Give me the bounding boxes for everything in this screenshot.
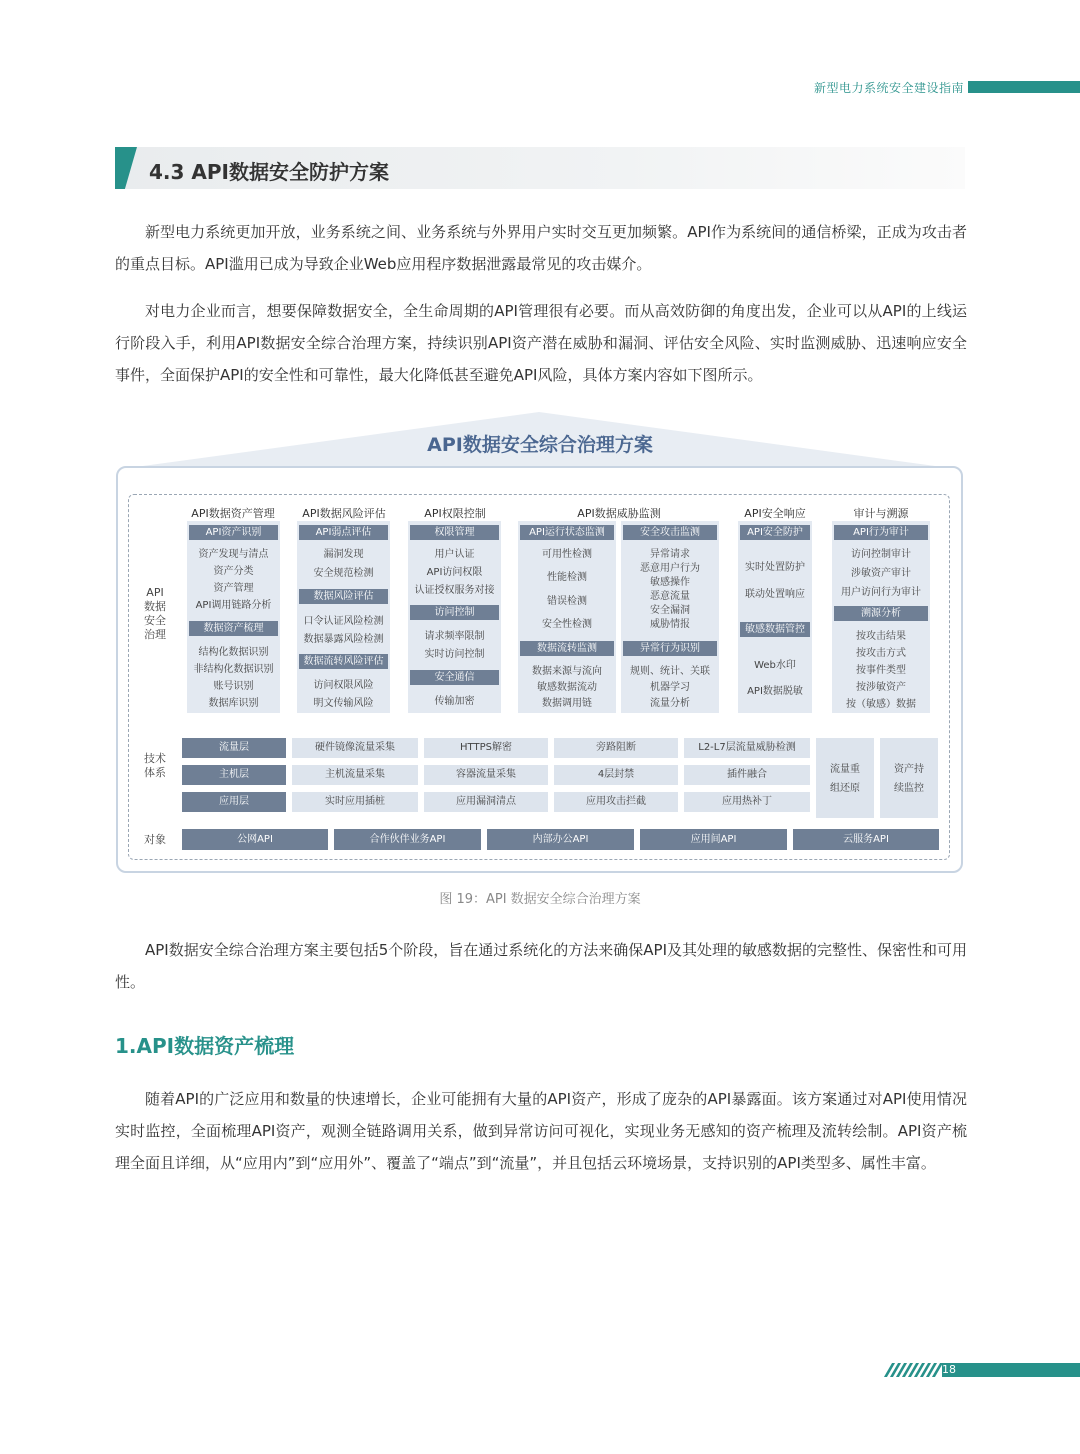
sub-item: 漏洞发现 bbox=[323, 549, 364, 560]
sub-item: 异常请求 bbox=[650, 549, 690, 560]
tech-cell: L2-L7层流量威胁检测 bbox=[684, 738, 810, 758]
sub-item: 流量分析 bbox=[650, 698, 690, 709]
sub-item: 数据调用链 bbox=[542, 698, 592, 709]
sub-item: 可用性检测 bbox=[542, 549, 592, 560]
sub-item: 恶意用户行为 bbox=[640, 563, 700, 574]
sub-head: 访问控制 bbox=[410, 605, 499, 620]
sub-item: 资产发现与清点 bbox=[198, 549, 269, 560]
sub-item: 传输加密 bbox=[434, 696, 475, 707]
tech-cell: HTTPS解密 bbox=[424, 738, 548, 758]
sub-head: 异常行为识别 bbox=[623, 641, 717, 656]
tech-cell: 插件融合 bbox=[684, 765, 810, 785]
paragraph-summary: API数据安全综合治理方案主要包括5个阶段，旨在通过系统化的方法来确保API及其处理的敏感数据的完整性、保密性和可用性。 bbox=[115, 941, 968, 991]
tech-cell: 硬件镜像流量采集 bbox=[292, 738, 418, 758]
footer-stripes bbox=[888, 1363, 942, 1377]
object-bar: 云服务API bbox=[793, 829, 939, 850]
sub-head: 溯源分析 bbox=[834, 606, 928, 621]
sub-head: 数据流转监测 bbox=[520, 641, 614, 656]
row-label-governance bbox=[138, 586, 172, 642]
sub-item: 按事件类型 bbox=[856, 665, 906, 676]
sub-item: 访问控制审计 bbox=[851, 549, 911, 560]
sub-item: API调用链路分析 bbox=[195, 600, 272, 611]
sub-head: 敏感数据管控 bbox=[740, 622, 810, 637]
sub-item: 联动处置响应 bbox=[745, 589, 805, 600]
sub-head: API资产识别 bbox=[189, 525, 278, 540]
tech-layer: 流量层 bbox=[182, 738, 286, 758]
sub-item: 按涉敏资产 bbox=[856, 682, 906, 693]
object-bar: 公网API bbox=[182, 829, 328, 850]
sub-item: 数据来源与流向 bbox=[532, 666, 602, 677]
sub-item: 威胁情报 bbox=[650, 619, 690, 630]
sub-item: 安全漏洞 bbox=[650, 605, 690, 616]
tech-cell: 主机流量采集 bbox=[292, 765, 418, 785]
object-bar: 应用间API bbox=[640, 829, 787, 850]
sub-item: 实时访问控制 bbox=[424, 649, 485, 660]
sub-item: API数据脱敏 bbox=[747, 686, 803, 697]
sub-item: Web水印 bbox=[754, 660, 796, 671]
sub-item: 按攻击结果 bbox=[856, 631, 906, 642]
tech-cell: 旁路阻断 bbox=[554, 738, 678, 758]
sub-head: 安全攻击监测 bbox=[623, 525, 717, 540]
section-title-band bbox=[115, 147, 965, 189]
sub-item: 数据库识别 bbox=[208, 698, 259, 709]
row-label-objects-text: 对象 bbox=[144, 833, 166, 846]
sub-item: 按攻击方式 bbox=[856, 648, 906, 659]
subsection-title: 1.API数据资产梳理 bbox=[115, 1034, 295, 1058]
row-label-tech bbox=[138, 752, 172, 780]
sub-item: 结构化数据识别 bbox=[198, 647, 269, 658]
tech-cell: 应用热补丁 bbox=[684, 792, 810, 812]
sub-item: 用户认证 bbox=[434, 549, 475, 560]
sub-item: 安全规范检测 bbox=[313, 568, 374, 579]
sub-item: 按（敏感）数据 bbox=[846, 699, 916, 710]
tech-side-line: 流量重 bbox=[830, 764, 860, 775]
sub-head: API弱点评估 bbox=[299, 525, 388, 540]
tech-cell: 4层封禁 bbox=[554, 765, 678, 785]
tech-side-line: 续监控 bbox=[894, 783, 924, 794]
paragraph-asset-review: 随着API的广泛应用和数量的快速增长，企业可能拥有大量的API资产，形成了庞杂的API暴露面。该方案通过对API使用情况实时监控，全面梳理API资产，观测全链路调用关系，做到异常访问可视化，实现业务无感知的资产梳理及流转绘制。API资产梳理全面且详细，从“应用内”到“应用外”、覆盖了“端点”到“流量”，并且包括云环境场景，支持识别的API类型多、属性丰富。 bbox=[115, 1090, 967, 1172]
sub-item: 非结构化数据识别 bbox=[193, 664, 274, 675]
row-label-governance-text: API 数据 安全 治理 bbox=[144, 586, 166, 641]
figure-title: API数据安全综合治理方案 bbox=[427, 434, 653, 456]
sub-head: 数据风险评估 bbox=[299, 589, 388, 604]
column-head: API数据资产管理 bbox=[191, 507, 275, 520]
running-header-bar bbox=[968, 81, 1080, 93]
tech-cell: 实时应用插桩 bbox=[292, 792, 418, 812]
sub-item: 数据暴露风险检测 bbox=[303, 634, 384, 645]
page-number: 18 bbox=[942, 1363, 956, 1376]
object-bar: 合作伙伴业务API bbox=[334, 829, 481, 850]
tech-layer: 应用层 bbox=[182, 792, 286, 812]
section-title: 4.3 API数据安全防护方案 bbox=[149, 160, 389, 184]
sub-head: 安全通信 bbox=[410, 670, 499, 685]
sub-item: 安全性检测 bbox=[542, 619, 592, 630]
sub-item: 资产分类 bbox=[213, 566, 254, 577]
paragraph-intro: 新型电力系统更加开放，业务系统之间、业务系统与外界用户实时交互更加频繁。API作为系统间的通信桥梁，正成为攻击者的重点目标。API滥用已成为导致企业Web应用程序数据泄露最常见的攻击媒介。 bbox=[115, 223, 967, 273]
sub-item: 请求频率限制 bbox=[424, 631, 485, 642]
sub-head: 数据资产梳理 bbox=[189, 621, 278, 636]
sub-item: 口令认证风险检测 bbox=[303, 616, 384, 627]
sub-item: 实时处置防护 bbox=[745, 562, 805, 573]
running-header bbox=[814, 80, 1080, 94]
column-head: API权限控制 bbox=[424, 507, 486, 520]
footer-bar bbox=[942, 1363, 1080, 1377]
sub-item: 敏感操作 bbox=[650, 577, 690, 588]
column-head: API安全响应 bbox=[744, 507, 806, 520]
sub-item: 性能检测 bbox=[547, 572, 587, 583]
row-label-objects bbox=[138, 833, 172, 847]
sub-item: 规则、统计、关联 bbox=[630, 666, 710, 677]
sub-head: API安全防护 bbox=[740, 525, 810, 540]
sub-item: 机器学习 bbox=[650, 682, 690, 693]
tech-side-line: 资产持 bbox=[894, 764, 924, 775]
sub-head: API行为审计 bbox=[834, 525, 928, 540]
sub-item: 访问权限风险 bbox=[313, 680, 374, 691]
sub-item: 资产管理 bbox=[213, 583, 254, 594]
sub-head: 权限管理 bbox=[410, 525, 499, 540]
sub-item: 涉敏资产审计 bbox=[851, 568, 911, 579]
column-head: API数据威胁监测 bbox=[577, 507, 661, 520]
running-header-title: 新型电力系统安全建设指南 bbox=[813, 80, 964, 95]
tech-side-line: 组还原 bbox=[830, 783, 860, 794]
tech-cell: 应用攻击拦截 bbox=[554, 792, 678, 812]
sub-head: 数据流转风险评估 bbox=[299, 654, 388, 669]
column-head: API数据风险评估 bbox=[302, 507, 386, 520]
sub-item: 账号识别 bbox=[213, 681, 254, 692]
sub-item: API访问权限 bbox=[426, 567, 483, 578]
figure-caption: 图 19：API 数据安全综合治理方案 bbox=[439, 892, 641, 907]
tech-side-cell bbox=[816, 738, 874, 818]
object-bar: 内部办公API bbox=[487, 829, 634, 850]
sub-head: API运行状态监测 bbox=[520, 525, 614, 540]
section-accent-mark bbox=[115, 147, 137, 189]
sub-item: 敏感数据流动 bbox=[537, 682, 597, 693]
row-label-tech-text: 技术 体系 bbox=[144, 752, 166, 779]
tech-cell: 容器流量采集 bbox=[424, 765, 548, 785]
tech-layer: 主机层 bbox=[182, 765, 286, 785]
tech-side-cell bbox=[880, 738, 938, 818]
tech-cell: 应用漏洞清点 bbox=[424, 792, 548, 812]
sub-item: 认证授权服务对接 bbox=[414, 585, 495, 596]
sub-item: 恶意流量 bbox=[650, 591, 690, 602]
sub-item: 用户访问行为审计 bbox=[841, 587, 921, 598]
column-head: 审计与溯源 bbox=[853, 507, 909, 520]
sub-item: 错误检测 bbox=[547, 596, 587, 607]
paragraph-approach: 对电力企业而言，想要保障数据安全，全生命周期的API管理很有必要。而从高效防御的角度出发，企业可以从API的上线运行阶段入手，利用API数据安全综合治理方案，持续识别API资产潜在威胁和漏洞、评估安全风险、实时监测威胁、迅速响应安全事件，全面保护API的安全性和可靠性，最大化降低甚至避免API风险，具体方案内容如下图所示。 bbox=[115, 302, 967, 384]
sub-item: 明文传输风险 bbox=[313, 698, 374, 709]
